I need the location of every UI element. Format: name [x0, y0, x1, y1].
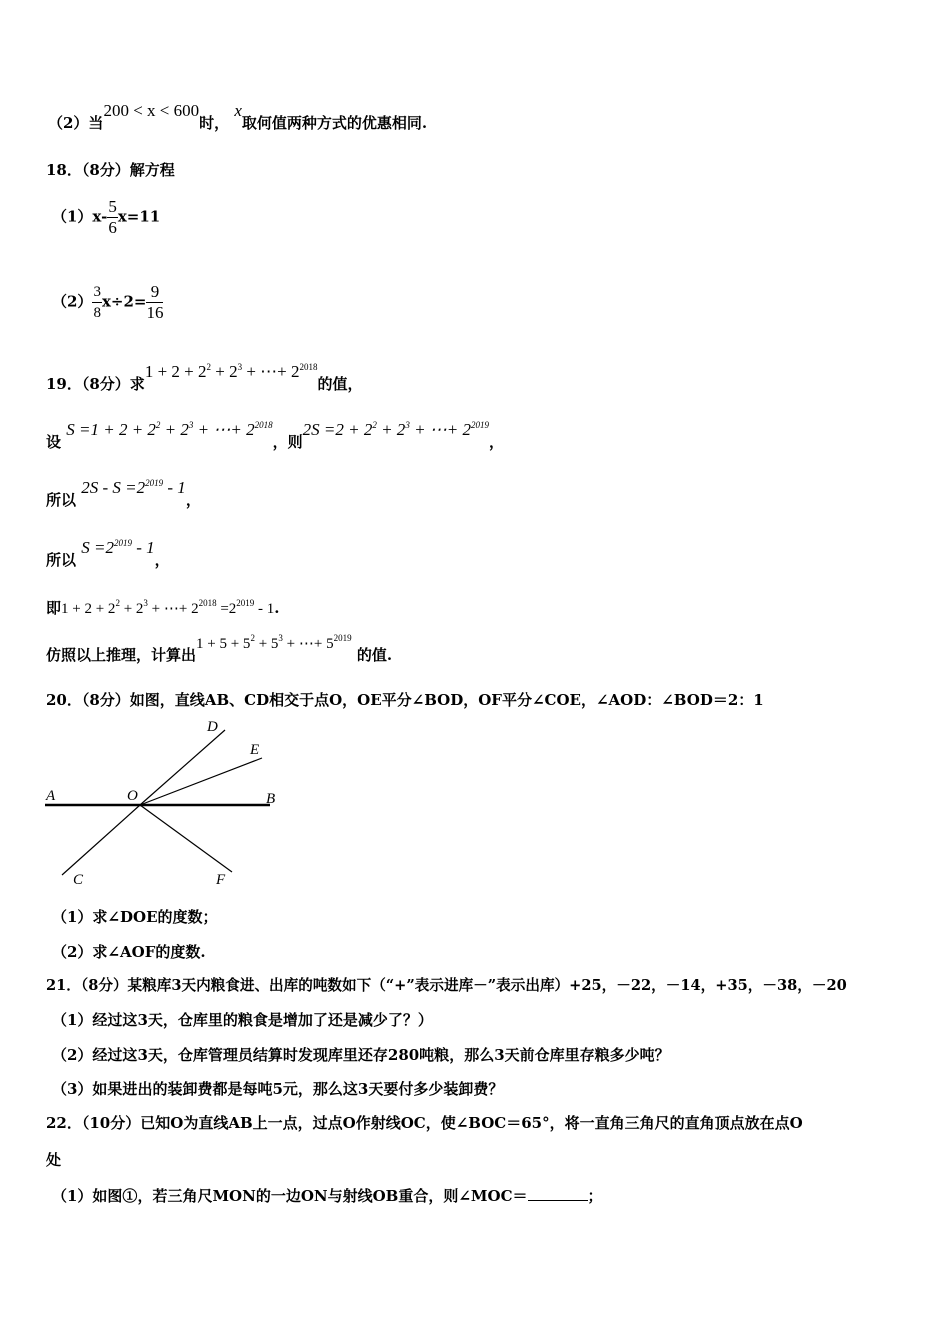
label-c: C — [73, 872, 84, 888]
fraction-5-6: $\frac{5}{6}$ — [108, 197, 117, 237]
label-d: D — [207, 719, 218, 735]
answer-blank[interactable] — [528, 1184, 588, 1201]
q19-s-definition: $S =1 + 2 + 2^2 + 2^3$ + ⋯+ $2^{2018}$ — [66, 420, 273, 439]
label-o: O — [127, 788, 138, 804]
q19-suoyi-2: 所以 $S =2^{2019} - 1$， — [46, 538, 170, 569]
q22-title: 22．（10分）已知O为直线AB上一点，过点O作射线OC，使∠BOC＝65°，将一直角三角尺的直角顶点放在点O — [46, 1114, 803, 1132]
q19-2s-definition: $2S =2 + 2^2 + 2^3$ + ⋯+ $2^{2019}$ — [302, 420, 490, 439]
q19-ji-line: 即$1 + 2 + 2^2 + 2^3$ + ⋯+ $2^{2018} =2^{2019} - 1$. — [46, 598, 280, 617]
label-e: E — [250, 742, 260, 758]
q21-title: 21．（8分）某粮库3天内粮食进、出库的吨数如下（“+”表示进库－”表示出库）+25，－22，－14，+35，－38，－20 — [46, 977, 847, 994]
q21-part2: （2）经过这3天，仓库管理员结算时发现库里还存280吨粮，那么3天前仓库里存粮多少吨？ — [52, 1046, 670, 1064]
q19-suoyi-1: 所以 $2S - S =2^{2019} - 1$， — [46, 478, 201, 509]
ray-od — [140, 730, 225, 805]
q19-sum-expression: $1 + 2 + 2^2 + 2^3$ + ⋯+ $2^{2018}$ — [144, 362, 318, 381]
q20-part1: （1）求∠DOE的度数； — [52, 908, 218, 926]
q19-result: $S =2^{2019} - 1$ — [81, 538, 155, 557]
q21-part3: （3）如果进出的装卸费都是每吨5元，那么这3天要付多少装卸费？ — [52, 1080, 504, 1098]
q17-inequality: 200 < x < 600 — [103, 101, 200, 120]
q17-variable-x: x — [234, 101, 242, 120]
ray-of — [140, 805, 232, 872]
q19-imitate-line: 仿照以上推理，计算出$1 + 5 + 5^2 + 5^3$ + ⋯+ $5^{2019}$ 的值. — [46, 633, 393, 664]
q20-title: 20．（8分）如图，直线AB、CD相交于点O，OE平分∠BOD，OF平分∠COE，∠AOD：∠BOD＝2：1 — [46, 691, 764, 709]
label-b: B — [266, 791, 276, 807]
label-f: F — [216, 872, 226, 888]
q19-difference: $2S - S =2^{2019} - 1$ — [81, 478, 186, 497]
q22-title-cont: 处 — [46, 1151, 62, 1169]
q19-set-line: 设 $S =1 + 2 + 2^2 + 2^3$ + ⋯+ $2^{2018}$，则$2S =2 + 2^2 + 2^3$ + ⋯+ $2^{2019}$， — [46, 420, 505, 451]
q19-five-sum: $1 + 5 + 5^2 + 5^3$ + ⋯+ $5^{2019}$ — [196, 633, 352, 652]
q18-title: 18．（8分）解方程 — [46, 161, 175, 179]
q20-figure — [40, 712, 290, 892]
q19-title: 19．（8分）求$1 + 2 + 2^2 + 2^3$ + ⋯+ $2^{2018}$的值， — [46, 362, 363, 393]
fraction-9-16: $\frac{9}{16}$ — [146, 282, 164, 322]
q18-part1: （1）x- $\frac{5}{6}$ x=11 — [52, 197, 161, 237]
q19-identity: $1 + 2 + 2^2 + 2^3$ + ⋯+ $2^{2018} =2^{2019} - 1$ — [61, 598, 275, 617]
q18-part2: （2） $\frac{3}{8}$ x÷2= $\frac{9}{16}$ — [52, 282, 164, 322]
q22-part1: （1）如图①，若三角尺MON的一边ON与射线OB重合，则∠MOC＝ ； — [52, 1184, 603, 1206]
label-a: A — [46, 788, 56, 804]
q20-part2: （2）求∠AOF的度数. — [52, 943, 206, 961]
ray-oc — [62, 805, 140, 875]
q21-part1: （1）经过这3天，仓库里的粮食是增加了还是减少了？） — [52, 1011, 433, 1029]
q17-part2: （2）当200 < x < 600时， x取何值两种方式的优惠相同. — [48, 101, 428, 132]
ray-oe — [140, 758, 262, 805]
fraction-3-8: $\frac{3}{8}$ — [93, 284, 101, 321]
